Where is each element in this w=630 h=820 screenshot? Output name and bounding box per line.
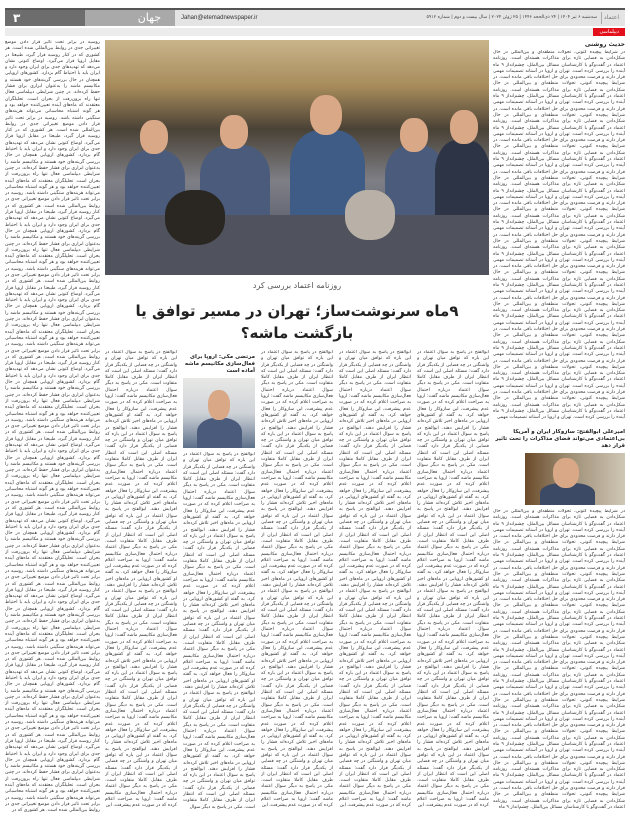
main-photo-meeting <box>105 40 489 275</box>
page-header <box>5 8 625 26</box>
article-column <box>105 350 177 815</box>
subhead-mokki: مرتضی مکی: اروپا برای فعال‌سازی مکانیسم ماشه آماده است <box>184 354 255 374</box>
article-column <box>417 350 489 815</box>
article-column <box>261 350 333 815</box>
body-text: در شرایط پیچیده کنونی، تحولات منطقه‌ای و بین‌المللی در حال شکل‌دادن به فضایی تازه برای مذاکرات هسته‌ای است. روزنامه اعتماد در گفت‌وگو با کارشناسان مسائل بین‌الملل، چشم‌انداز ۹ ماه آینده را بررسی کرده است. تهران و اروپا در آستانه تصمیمات مهمی قرار دارند و فرصت محدودی برای حل اختلافات باقی مانده است. در شرایط پیچیده کنونی، تحولات منطقه‌ای و بین‌المللی در حال شکل‌دادن به فضایی تازه برای مذاکرات هسته‌ای است. روزنامه اعتماد در گفت‌وگو با کارشناسان مسائل بین‌الملل، چشم‌انداز ۹ ماه آینده را بررسی کرده است. تهران و اروپا در آستانه تصمیمات مهمی قرار دارند و فرصت محدودی برای حل اختلافات باقی مانده است. در شرایط پیچیده کنونی، تحولات منطقه‌ای و بین‌المللی در حال شکل‌دادن به فضایی تازه برای مذاکرات هسته‌ای است. روزنامه اعتماد در گفت‌وگو با کارشناسان مسائل بین‌الملل، چشم‌انداز ۹ ماه آینده را بررسی کرده است. تهران و اروپا در آستانه تصمیمات مهمی قرار دارند و فرصت محدودی برای حل اختلافات باقی مانده است. در شرایط پیچیده کنونی، تحولات منطقه‌ای و بین‌المللی در حال شکل‌دادن به فضایی تازه برای مذاکرات هسته‌ای است. روزنامه اعتماد در گفت‌وگو با کارشناسان مسائل بین‌الملل، چشم‌انداز ۹ ماه آینده را بررسی کرده است. تهران و اروپا در آستانه تصمیمات مهمی قرار دارند و فرصت محدودی برای حل اختلافات باقی مانده است. در شرایط پیچیده کنونی، تحولات منطقه‌ای و بین‌المللی در حال شکل‌دادن به فضایی تازه برای مذاکرات هسته‌ای است. روزنامه اعتماد در گفت‌وگو با کارشناسان مسائل بین‌الملل، چشم‌انداز ۹ ماه آینده را بررسی کرده است. تهران و اروپا در آستانه تصمیمات مهمی قرار دارند و فرصت محدودی برای حل اختلافات باقی مانده است. در شرایط پیچیده کنونی، تحولات منطقه‌ای و بین‌المللی در حال شکل‌دادن به فضایی تازه برای مذاکرات هسته‌ای است. روزنامه اعتماد در گفت‌وگو با کارشناسان مسائل بین‌الملل، چشم‌انداز ۹ ماه آینده را بررسی کرده است. تهران و اروپا در آستانه تصمیمات مهمی قرار دارند و فرصت محدودی برای حل اختلافات باقی مانده است. در شرایط پیچیده کنونی، تحولات منطقه‌ای و بین‌المللی در حال شکل‌دادن به فضایی تازه برای مذاکرات هسته‌ای است. روزنامه اعتماد در گفت‌وگو با کارشناسان مسائل بین‌الملل، چشم‌انداز ۹ ماه آینده را بررسی کرده است. تهران و اروپا در آستانه تصمیمات مهمی قرار دارند و فرصت محدودی برای حل اختلافات باقی مانده است. در شرایط پیچیده کنونی، تحولات منطقه‌ای و بین‌المللی در حال شکل‌دادن به فضایی تازه برای مذاکرات هسته‌ای است. روزنامه اعتماد در گفت‌وگو با کارشناسان مسائل بین‌الملل، چشم‌انداز ۹ ماه آینده را بررسی کرده است. تهران و اروپا در آستانه تصمیمات مهمی قرار دارند و فرصت محدودی برای حل اختلافات باقی مانده است. در شرایط پیچیده کنونی، تحولات منطقه‌ای و بین‌المللی در حال شکل‌دادن به فضایی تازه برای مذاکرات هسته‌ای است. روزنامه اعتماد در گفت‌وگو با کارشناسان مسائل بین‌الملل، چشم‌انداز ۹ ماه آینده را بررسی کرده است. تهران و اروپا در آستانه تصمیمات مهمی قرار دارند و فرصت محدودی برای حل اختلافات باقی مانده است. در شرایط پیچیده کنونی، تحولات منطقه‌ای و بین‌المللی در حال شکل‌دادن به فضایی تازه برای مذاکرات هسته‌ای است. روزنامه اعتماد در گفت‌وگو با کارشناسان مسائل بین‌الملل، چشم‌انداز ۹ ماه آینده را بررسی کرده است. تهران و اروپا در آستانه تصمیمات مهمی قرار دارند و فرصت محدودی برای حل اختلافات باقی مانده است. در شرایط پیچیده کنونی، تحولات منطقه‌ای و بین‌المللی در حال شکل‌دادن به فضایی تازه برای مذاکرات هسته‌ای است. روزنامه اعتماد در گفت‌وگو با کارشناسان مسائل بین‌الملل، چشم‌انداز ۹ ماه آینده را بررسی کرده است. تهران و اروپا در آستانه تصمیمات مهمی قرار دارند و فرصت محدودی برای حل اختلافات باقی مانده است. در شرایط پیچیده کنونی، تحولات منطقه‌ای و بین‌المللی در حال شکل‌دادن به فضایی تازه برای مذاکرات هسته‌ای است. روزنامه اعتماد در گفت‌وگو با کارشناسان مسائل بین‌الملل، چشم‌انداز ۹ ماه آینده را بررسی کرده است. تهران و اروپا در آستانه تصمیمات مهمی <box>493 50 625 421</box>
article-column <box>183 350 255 815</box>
body-text: ابوالفتح در پاسخ به سوال اعتماد در این باره که توافق میان تهران و واشنگتن در چه فضایی از یکدیگر قرار دارد گفت: مسئله اصلی این است که انتظار ایران از طرف مقابل کاملا متفاوت است. مکی در پاسخ به دیگر سوال اعتماد درباره احتمال فعال‌سازی مکانیسم ماشه گفت: اروپا به صراحت اعلام کرده که در صورت عدم پیشرفت، این سازوکار را فعال خواهد کرد. به گفته او کشورهای اروپایی در ماه‌های اخیر تلاش کرده‌اند فشار را افزایش دهند. ابوالفتح در پاسخ به سوال اعتماد در این باره که توافق میان تهران و واشنگتن در چه فضایی از یکدیگر قرار دارد گفت: مسئله اصلی این است که انتظار ایران از طرف مقابل کاملا متفاوت است. مکی در پاسخ به دیگر سوال اعتماد درباره احتمال فعال‌سازی مکانیسم ماشه گفت: اروپا به صراحت اعلام کرده که در صورت عدم پیشرفت، این سازوکار را فعال خواهد کرد. به گفته او کشورهای اروپایی در ماه‌های اخیر تلاش کرده‌اند فشار را افزایش دهند. ابوالفتح در پاسخ به سوال اعتماد در این باره که توافق میان تهران و واشنگتن در چه فضایی از یکدیگر قرار دارد گفت: مسئله اصلی این است که انتظار ایران از طرف مقابل کاملا متفاوت است. مکی در پاسخ به دیگر سوال اعتماد درباره احتمال فعال‌سازی مکانیسم ماشه گفت: اروپا به صراحت اعلام کرده که در صورت عدم پیشرفت، این سازوکار را فعال خواهد کرد. به گفته او کشورهای اروپایی در ماه‌های اخیر تلاش کرده‌اند فشار را افزایش دهند. ابوالفتح در پاسخ به سوال اعتماد در این باره که توافق میان تهران و واشنگتن در چه فضایی از یکدیگر قرار دارد گفت: مسئله اصلی این است که انتظار ایران از طرف مقابل کاملا متفاوت است. مکی در پاسخ به دیگر سوال اعتماد درباره احتمال فعال‌سازی مکانیسم ماشه گفت: اروپا به صراحت اعلام کرده که در صورت عدم پیشرفت، این سازوکار را فعال خواهد کرد. به گفته او کشورهای اروپایی در ماه‌های اخیر تلاش کرده‌اند فشار را افزایش دهند. ابوالفتح در پاسخ به سوال اعتماد در این باره که توافق میان تهران و واشنگتن در چه فضایی از یکدیگر قرار دارد گفت: مسئله اصلی این است که انتظار ایران از طرف مقابل کاملا متفاوت است. مکی در پاسخ به دیگر سوال اعتماد درباره احتمال فعال‌سازی مکانیسم ماشه گفت: اروپا به صراحت اعلام کرده که در صورت عدم پیشرفت، این سازوکار را فعال خواهد کرد. به گفته او کشورهای اروپایی در ماه‌های اخیر تلاش کرده‌اند فشار را افزایش دهند. ابوالفتح در پاسخ به سوال اعتماد در این باره که توافق میان تهران و واشنگتن در چه فضایی از یکدیگر قرار دارد گفت: مسئله اصلی این است که انتظار ایران از طرف مقابل کاملا متفاوت است. مکی در پاسخ به دیگر سوال اعتماد درباره احتمال فعال‌سازی مکانیسم ماشه گفت: اروپا به صراحت اعلام کرده که در صورت عدم پیشرفت، این <box>261 350 333 809</box>
newspaper-logo: اعتماد <box>601 12 621 24</box>
section-name: جهان <box>85 10 175 26</box>
body-text: ابوالفتح در پاسخ به سوال اعتماد در این باره که توافق میان تهران و واشنگتن در چه فضایی از یکدیگر قرار دارد گفت: مسئله اصلی این است که انتظار ایران از طرف مقابل کاملا متفاوت است. مکی در پاسخ به دیگر سوال اعتماد درباره احتمال فعال‌سازی مکانیسم ماشه گفت: اروپا به صراحت اعلام کرده که در صورت عدم پیشرفت، این سازوکار را فعال خواهد کرد. به گفته او کشورهای اروپایی در ماه‌های اخیر تلاش کرده‌اند فشار را افزایش دهند. ابوالفتح در پاسخ به سوال اعتماد در این باره که توافق میان تهران و واشنگتن در چه فضایی از یکدیگر قرار دارد گفت: مسئله اصلی این است که انتظار ایران از طرف مقابل کاملا متفاوت است. مکی در پاسخ به دیگر سوال اعتماد درباره احتمال فعال‌سازی مکانیسم ماشه گفت: اروپا به صراحت اعلام کرده که در صورت عدم پیشرفت، این سازوکار را فعال خواهد کرد. به گفته او کشورهای اروپایی در ماه‌های اخیر تلاش کرده‌اند فشار را افزایش دهند. ابوالفتح در پاسخ به سوال اعتماد در این باره که توافق میان تهران و واشنگتن در چه فضایی از یکدیگر قرار دارد گفت: مسئله اصلی این است که انتظار ایران از طرف مقابل کاملا متفاوت است. مکی در پاسخ به دیگر سوال اعتماد درباره احتمال فعال‌سازی مکانیسم ماشه گفت: اروپا به صراحت اعلام کرده که در صورت عدم پیشرفت، این سازوکار را فعال خواهد کرد. به گفته او کشورهای اروپایی در ماه‌های اخیر تلاش کرده‌اند فشار را افزایش دهند. ابوالفتح در پاسخ به سوال اعتماد در این باره که توافق میان تهران و واشنگتن در چه فضایی از یکدیگر قرار دارد گفت: مسئله اصلی این است که انتظار ایران از طرف مقابل کاملا متفاوت است. مکی در پاسخ به دیگر سوال اعتماد درباره احتمال فعال‌سازی مکانیسم ماشه گفت: اروپا به صراحت اعلام کرده که در صورت عدم پیشرفت، این سازوکار را فعال خواهد کرد. به گفته او کشورهای اروپایی در ماه‌های اخیر تلاش کرده‌اند فشار را افزایش دهند. ابوالفتح در پاسخ به سوال اعتماد در این باره که توافق میان تهران و واشنگتن در چه فضایی از یکدیگر قرار دارد گفت: مسئله اصلی این است که انتظار ایران از طرف مقابل کاملا متفاوت است. مکی در پاسخ به دیگر سوال اعتماد درباره احتمال فعال‌سازی مکانیسم ماشه گفت: اروپا به صراحت اعلام کرده که در صورت عدم پیشرفت، این سازوکار را فعال خواهد کرد. به گفته او کشورهای اروپایی در ماه‌های اخیر تلاش کرده‌اند فشار را افزایش دهند. ابوالفتح در پاسخ به سوال اعتماد در این باره که توافق میان تهران و واشنگتن در چه فضایی از یکدیگر قرار دارد گفت: مسئله اصلی این است که انتظار ایران از طرف مقابل کاملا متفاوت است. مکی در پاسخ به دیگر سوال اعتماد درباره احتمال فعال‌سازی مکانیسم ماشه گفت: اروپا به صراحت اعلام کرده که در صورت عدم پیشرفت، این <box>417 350 489 809</box>
body-text: ابوالفتح در پاسخ به سوال اعتماد در این باره که توافق میان تهران و واشنگتن در چه فضایی از یکدیگر قرار دارد گفت: مسئله اصلی این است که انتظار ایران از طرف مقابل کاملا متفاوت است. مکی در پاسخ به دیگر سوال اعتماد درباره احتمال فعال‌سازی مکانیسم ماشه گفت: اروپا به صراحت اعلام کرده که در صورت عدم پیشرفت، این سازوکار را فعال خواهد کرد. به گفته او کشورهای اروپایی در ماه‌های اخیر تلاش کرده‌اند فشار را افزایش دهند. ابوالفتح در پاسخ به سوال اعتماد در این باره که توافق میان تهران و واشنگتن در چه فضایی از یکدیگر قرار دارد گفت: مسئله اصلی این است که انتظار ایران از طرف مقابل کاملا متفاوت است. مکی در پاسخ به دیگر سوال اعتماد درباره احتمال فعال‌سازی مکانیسم ماشه گفت: اروپا به صراحت اعلام کرده که در صورت عدم پیشرفت، این سازوکار را فعال خواهد کرد. به گفته او کشورهای اروپایی در ماه‌های اخیر تلاش کرده‌اند فشار را افزایش دهند. ابوالفتح در پاسخ به سوال اعتماد در این باره که توافق میان تهران و واشنگتن در چه فضایی از یکدیگر قرار دارد گفت: مسئله اصلی این است که انتظار ایران از طرف مقابل کاملا متفاوت است. مکی در پاسخ به دیگر سوال اعتماد درباره احتمال فعال‌سازی مکانیسم ماشه گفت: اروپا به صراحت اعلام کرده که در صورت عدم پیشرفت، این سازوکار را فعال خواهد کرد. به گفته او کشورهای اروپایی در ماه‌های اخیر تلاش کرده‌اند فشار را افزایش دهند. ابوالفتح در پاسخ به سوال اعتماد در این باره که توافق میان تهران و واشنگتن در چه فضایی از یکدیگر قرار دارد گفت: مسئله اصلی این است که انتظار ایران از طرف مقابل کاملا متفاوت است. مکی در پاسخ به دیگر سوال اعتماد درباره احتمال فعال‌سازی مکانیسم ماشه گفت: اروپا به صراحت اعلام کرده که در صورت عدم پیشرفت، این سازوکار را فعال خواهد کرد. به گفته او کشورهای اروپایی در ماه‌های اخیر تلاش کرده‌اند فشار را افزایش دهند. ابوالفتح در پاسخ به سوال اعتماد در این باره که توافق میان تهران و واشنگتن در چه فضایی از یکدیگر قرار دارد گفت: مسئله اصلی این است که انتظار ایران از طرف مقابل کاملا متفاوت است. مکی در پاسخ به دیگر سوال اعتماد درباره احتمال فعال‌سازی مکانیسم ماشه گفت: اروپا به صراحت اعلام کرده که در صورت عدم پیشرفت، این سازوکار را فعال خواهد کرد. به گفته او کشورهای اروپایی در ماه‌های اخیر تلاش کرده‌اند فشار را افزایش دهند. ابوالفتح در پاسخ به سوال اعتماد در این باره که توافق میان تهران و واشنگتن در چه فضایی از یکدیگر قرار دارد گفت: مسئله اصلی این است که انتظار ایران از طرف مقابل کاملا متفاوت است. مکی در پاسخ به دیگر سوال اعتماد درباره احتمال فعال‌سازی مکانیسم ماشه گفت: اروپا به صراحت اعلام کرده که در صورت عدم پیشرفت، این <box>105 350 177 809</box>
byline: حدیث روشنی <box>584 41 625 48</box>
main-article <box>105 280 489 815</box>
rubric-tag: دیپلماسی <box>593 28 625 36</box>
subhead-abolfath: امیرعلی ابوالفتح: سازوکار ایران و آمریکا بی‌اعتمادی می‌تواند فضای مذاکرات را تحت تاثیر قرار دهد <box>495 429 625 449</box>
body-text: در شرایط پیچیده کنونی، تحولات منطقه‌ای و بین‌المللی در حال شکل‌دادن به فضایی تازه برای مذاکرات هسته‌ای است. روزنامه اعتماد در گفت‌وگو با کارشناسان مسائل بین‌الملل، چشم‌انداز ۹ ماه آینده را بررسی کرده است. تهران و اروپا در آستانه تصمیمات مهمی قرار دارند و فرصت محدودی برای حل اختلافات باقی مانده است. در شرایط پیچیده کنونی، تحولات منطقه‌ای و بین‌المللی در حال شکل‌دادن به فضایی تازه برای مذاکرات هسته‌ای است. روزنامه اعتماد در گفت‌وگو با کارشناسان مسائل بین‌الملل، چشم‌انداز ۹ ماه آینده را بررسی کرده است. تهران و اروپا در آستانه تصمیمات مهمی قرار دارند و فرصت محدودی برای حل اختلافات باقی مانده است. در شرایط پیچیده کنونی، تحولات منطقه‌ای و بین‌المللی در حال شکل‌دادن به فضایی تازه برای مذاکرات هسته‌ای است. روزنامه اعتماد در گفت‌وگو با کارشناسان مسائل بین‌الملل، چشم‌انداز ۹ ماه آینده را بررسی کرده است. تهران و اروپا در آستانه تصمیمات مهمی قرار دارند و فرصت محدودی برای حل اختلافات باقی مانده است. در شرایط پیچیده کنونی، تحولات منطقه‌ای و بین‌المللی در حال شکل‌دادن به فضایی تازه برای مذاکرات هسته‌ای است. روزنامه اعتماد در گفت‌وگو با کارشناسان مسائل بین‌الملل، چشم‌انداز ۹ ماه آینده را بررسی کرده است. تهران و اروپا در آستانه تصمیمات مهمی قرار دارند و فرصت محدودی برای حل اختلافات باقی مانده است. در شرایط پیچیده کنونی، تحولات منطقه‌ای و بین‌المللی در حال شکل‌دادن به فضایی تازه برای مذاکرات هسته‌ای است. روزنامه اعتماد در گفت‌وگو با کارشناسان مسائل بین‌الملل، چشم‌انداز ۹ ماه آینده را بررسی کرده است. تهران و اروپا در آستانه تصمیمات مهمی قرار دارند و فرصت محدودی برای حل اختلافات باقی مانده است. در شرایط پیچیده کنونی، تحولات منطقه‌ای و بین‌المللی در حال شکل‌دادن به فضایی تازه برای مذاکرات هسته‌ای است. روزنامه اعتماد در گفت‌وگو با کارشناسان مسائل بین‌الملل، چشم‌انداز ۹ ماه آینده را بررسی کرده است. تهران و اروپا در آستانه تصمیمات مهمی قرار دارند و فرصت محدودی برای حل اختلافات باقی مانده است. در شرایط پیچیده کنونی، تحولات منطقه‌ای و بین‌المللی در حال شکل‌دادن به فضایی تازه برای مذاکرات هسته‌ای است. روزنامه اعتماد در گفت‌وگو با کارشناسان مسائل بین‌الملل، چشم‌انداز ۹ ماه آینده را بررسی کرده است. تهران و اروپا در آستانه تصمیمات مهمی قرار دارند و فرصت محدودی برای حل اختلافات باقی مانده است. در شرایط پیچیده کنونی، تحولات منطقه‌ای و بین‌المللی در حال شکل‌دادن به فضایی تازه برای مذاکرات هسته‌ای است. روزنامه اعتماد در گفت‌وگو با کارشناسان مسائل بین‌الملل، چشم‌انداز ۹ ماه آینده را بررسی کرده است. تهران و اروپا در آستانه تصمیمات مهمی قرار دارند و فرصت محدودی برای حل اختلافات باقی مانده است. در شرایط پیچیده کنونی، تحولات منطقه‌ای و بین‌المللی در حال شکل‌دادن به فضایی تازه برای مذاکرات هسته‌ای است. روزنامه اعتماد در گفت‌وگو با کارشناسان مسائل بین‌الملل، چشم‌انداز ۹ ماه آینده را بررسی کرده است. تهران و اروپا در آستانه تصمیمات مهمی قرار دارند و فرصت محدودی برای حل اختلافات باقی مانده است. در شرایط پیچیده کنونی، تحولات منطقه‌ای و بین‌المللی در حال شکل‌دادن به فضایی تازه برای مذاکرات هسته‌ای است. روزنامه اعتماد در گفت‌وگو با کارشناسان مسائل بین‌الملل، چشم‌انداز ۹ ماه <box>493 509 625 810</box>
right-column <box>493 40 625 815</box>
article-body-middle <box>105 350 489 815</box>
body-text: ابوالفتح در پاسخ به سوال اعتماد در این باره که توافق میان تهران و واشنگتن در چه فضایی از یکدیگر قرار دارد گفت: مسئله اصلی این است که انتظار ایران از طرف مقابل کاملا متفاوت است. مکی در پاسخ به دیگر سوال اعتماد درباره احتمال فعال‌سازی مکانیسم ماشه گفت: اروپا به صراحت اعلام کرده که در صورت عدم پیشرفت، این سازوکار را فعال خواهد کرد. به گفته او کشورهای اروپایی در ماه‌های اخیر تلاش کرده‌اند فشار را افزایش دهند. ابوالفتح در پاسخ به سوال اعتماد در این باره که توافق میان تهران و واشنگتن در چه فضایی از یکدیگر قرار دارد گفت: مسئله اصلی این است که انتظار ایران از طرف مقابل کاملا متفاوت است. مکی در پاسخ به دیگر سوال اعتماد درباره احتمال فعال‌سازی مکانیسم ماشه گفت: اروپا به صراحت اعلام کرده که در صورت عدم پیشرفت، این سازوکار را فعال خواهد کرد. به گفته او کشورهای اروپایی در ماه‌های اخیر تلاش کرده‌اند فشار را افزایش دهند. ابوالفتح در پاسخ به سوال اعتماد در این باره که توافق میان تهران و واشنگتن در چه فضایی از یکدیگر قرار دارد گفت: مسئله اصلی این است که انتظار ایران از طرف مقابل کاملا متفاوت است. مکی در پاسخ به دیگر سوال اعتماد درباره احتمال فعال‌سازی مکانیسم ماشه گفت: اروپا به صراحت اعلام کرده که در صورت عدم پیشرفت، این سازوکار را فعال خواهد کرد. به گفته او کشورهای اروپایی در ماه‌های اخیر تلاش کرده‌اند فشار را افزایش دهند. ابوالفتح در پاسخ به سوال اعتماد در این باره که توافق میان تهران و واشنگتن در چه فضایی از یکدیگر قرار دارد گفت: مسئله اصلی این است که انتظار ایران از طرف مقابل کاملا متفاوت است. مکی در پاسخ به دیگر سوال اعتماد درباره احتمال فعال‌سازی مکانیسم ماشه گفت: اروپا به صراحت اعلام کرده که در صورت عدم پیشرفت، این سازوکار را فعال خواهد کرد. به گفته او کشورهای اروپایی در ماه‌های اخیر تلاش کرده‌اند فشار را افزایش دهند. ابوالفتح در پاسخ به سوال اعتماد در این باره که توافق میان تهران و واشنگتن در چه فضایی از یکدیگر قرار دارد گفت: مسئله اصلی این است که انتظار ایران از طرف مقابل کاملا متفاوت است. مکی در پاسخ به دیگر سوال اعتماد درباره احتمال فعال‌سازی مکانیسم ماشه گفت: اروپا به صراحت اعلام کرده که در صورت عدم پیشرفت، این سازوکار را فعال خواهد کرد. به گفته او کشورهای اروپایی در ماه‌های اخیر تلاش کرده‌اند فشار را افزایش دهند. ابوالفتح در پاسخ به سوال اعتماد در این باره که توافق میان تهران و واشنگتن در چه فضایی از یکدیگر قرار دارد گفت: مسئله اصلی این است که انتظار ایران از طرف مقابل کاملا متفاوت است. مکی در پاسخ به دیگر سوال اعتماد درباره احتمال فعال‌سازی مکانیسم ماشه گفت: اروپا به صراحت اعلام کرده که در صورت عدم پیشرفت، این <box>339 350 411 809</box>
portrait-amirali-abolfath <box>525 453 625 505</box>
section-email[interactable]: Jahan@etemadnewspaper.ir <box>181 15 258 21</box>
body-text: ابوالفتح در پاسخ به سوال اعتماد در این باره که توافق میان تهران و واشنگتن در چه فضایی از یکدیگر قرار دارد گفت: مسئله اصلی این است که انتظار ایران از طرف مقابل کاملا متفاوت است. مکی در پاسخ به دیگر سوال اعتماد درباره احتمال فعال‌سازی مکانیسم ماشه گفت: اروپا به صراحت اعلام کرده که در صورت عدم پیشرفت، این سازوکار را فعال خواهد کرد. به گفته او کشورهای اروپایی در ماه‌های اخیر تلاش کرده‌اند فشار را افزایش دهند. ابوالفتح در پاسخ به سوال اعتماد در این باره که توافق میان تهران و واشنگتن در چه فضایی از یکدیگر قرار دارد گفت: مسئله اصلی این است که انتظار ایران از طرف مقابل کاملا متفاوت است. مکی در پاسخ به دیگر سوال اعتماد درباره احتمال فعال‌سازی مکانیسم ماشه گفت: اروپا به صراحت اعلام کرده که در صورت عدم پیشرفت، این سازوکار را فعال خواهد کرد. به گفته او کشورهای اروپایی در ماه‌های اخیر تلاش کرده‌اند فشار را افزایش دهند. ابوالفتح در پاسخ به سوال اعتماد در این باره که توافق میان تهران و واشنگتن در چه فضایی از یکدیگر قرار دارد گفت: مسئله اصلی این است که انتظار ایران از طرف مقابل کاملا متفاوت است. مکی در پاسخ به دیگر سوال اعتماد درباره احتمال فعال‌سازی مکانیسم ماشه گفت: اروپا به صراحت اعلام کرده که در صورت عدم پیشرفت، این سازوکار را فعال خواهد کرد. به گفته او کشورهای اروپایی در ماه‌های اخیر تلاش کرده‌اند فشار را افزایش دهند. ابوالفتح در پاسخ به سوال اعتماد در این باره که توافق میان تهران و واشنگتن در چه فضایی از یکدیگر قرار دارد گفت: مسئله اصلی این است که انتظار ایران از طرف مقابل کاملا متفاوت است. مکی در پاسخ به دیگر سوال اعتماد درباره احتمال فعال‌سازی مکانیسم ماشه گفت: اروپا به صراحت اعلام کرده که در صورت عدم پیشرفت، این سازوکار را فعال خواهد کرد. به گفته او کشورهای اروپایی در ماه‌های اخیر تلاش کرده‌اند فشار را افزایش دهند. ابوالفتح در پاسخ به سوال اعتماد در این باره که توافق میان تهران و واشنگتن در چه فضایی از یکدیگر قرار دارد گفت: مسئله اصلی این است که انتظار ایران از طرف مقابل کاملا متفاوت است. مکی در پاسخ به دیگر سوال <box>183 452 255 810</box>
article-column-right-lower <box>493 509 625 815</box>
article-column-left <box>5 40 100 815</box>
headline: ۹ماه سرنوشت‌ساز؛ تهران در مسیر توافق یا بازگشت ماشه؟ <box>135 302 459 342</box>
date-line: سه‌شنبه ۶ تیر ۱۴۰۴ | ۲۴ ذی‌الحجه ۱۴۴۶ | ۲۵ ژوئن ۲۰۲۴ | سال بیست و دوم | شماره ۵۹۱۲ <box>426 15 597 20</box>
kicker: روزنامه اعتماد بررسی کرد <box>252 281 342 290</box>
portrait-morteza-mokki <box>183 378 255 448</box>
article-column <box>339 350 411 815</box>
body-text: روسیه در برابر تحت تاثیر قرار دادن موضع تغییراتی جدی در روابط بین‌المللی شده است. هر کشوری که در کنار روسیه قرار گیرد، طبیعتا در مقابل اروپا قرار می‌گیرد. اوضاع کنونی نشان می‌دهد که تهدیدهای جدی برای ایران وجود دارد و ایران باید با احتیاط گام بردارد. کشورهای اروپایی همچنان در حال بررسی گزینه‌های خود هستند و مکانیسم ماشه را به‌عنوان ابزاری برای فشار حفظ کرده‌اند. در چنین شرایطی دیپلماسی فعال تنها راه برون‌رفت از بحران است. تحلیلگران معتقدند که ماه‌های آینده تعیین‌کننده خواهد بود و هر گونه اشتباه محاسباتی می‌تواند هزینه‌های سنگینی داشته باشد. روسیه در برابر تحت تاثیر قرار دادن موضع تغییراتی جدی در روابط بین‌المللی شده است. هر کشوری که در کنار روسیه قرار گیرد، طبیعتا در مقابل اروپا قرار می‌گیرد. اوضاع کنونی نشان می‌دهد که تهدیدهای جدی برای ایران وجود دارد و ایران باید با احتیاط گام بردارد. کشورهای اروپایی همچنان در حال بررسی گزینه‌های خود هستند و مکانیسم ماشه را به‌عنوان ابزاری برای فشار حفظ کرده‌اند. در چنین شرایطی دیپلماسی فعال تنها راه برون‌رفت از بحران است. تحلیلگران معتقدند که ماه‌های آینده تعیین‌کننده خواهد بود و هر گونه اشتباه محاسباتی می‌تواند هزینه‌های سنگینی داشته باشد. روسیه در برابر تحت تاثیر قرار دادن موضع تغییراتی جدی در روابط بین‌المللی شده است. هر کشوری که در کنار روسیه قرار گیرد، طبیعتا در مقابل اروپا قرار می‌گیرد. اوضاع کنونی نشان می‌دهد که تهدیدهای جدی برای ایران وجود دارد و ایران باید با احتیاط گام بردارد. کشورهای اروپایی همچنان در حال بررسی گزینه‌های خود هستند و مکانیسم ماشه را به‌عنوان ابزاری برای فشار حفظ کرده‌اند. در چنین شرایطی دیپلماسی فعال تنها راه برون‌رفت از بحران است. تحلیلگران معتقدند که ماه‌های آینده تعیین‌کننده خواهد بود و هر گونه اشتباه محاسباتی می‌تواند هزینه‌های سنگینی داشته باشد. روسیه در برابر تحت تاثیر قرار دادن موضع تغییراتی جدی در روابط بین‌المللی شده است. هر کشوری که در کنار روسیه قرار گیرد، طبیعتا در مقابل اروپا قرار می‌گیرد. اوضاع کنونی نشان می‌دهد که تهدیدهای جدی برای ایران وجود دارد و ایران باید با احتیاط گام بردارد. کشورهای اروپایی همچنان در حال بررسی گزینه‌های خود هستند و مکانیسم ماشه را به‌عنوان ابزاری برای فشار حفظ کرده‌اند. در چنین شرایطی دیپلماسی فعال تنها راه برون‌رفت از بحران است. تحلیلگران معتقدند که ماه‌های آینده تعیین‌کننده خواهد بود و هر گونه اشتباه محاسباتی می‌تواند هزینه‌های سنگینی داشته باشد. روسیه در برابر تحت تاثیر قرار دادن موضع تغییراتی جدی در روابط بین‌المللی شده است. هر کشوری که در کنار روسیه قرار گیرد، طبیعتا در مقابل اروپا قرار می‌گیرد. اوضاع کنونی نشان می‌دهد که تهدیدهای جدی برای ایران وجود دارد و ایران باید با احتیاط گام بردارد. کشورهای اروپایی همچنان در حال بررسی گزینه‌های خود هستند و مکانیسم ماشه را به‌عنوان ابزاری برای فشار حفظ کرده‌اند. در چنین شرایطی دیپلماسی فعال تنها راه برون‌رفت از بحران است. تحلیلگران معتقدند که ماه‌های آینده تعیین‌کننده خواهد بود و هر گونه اشتباه محاسباتی می‌تواند هزینه‌های سنگینی داشته باشد. روسیه در برابر تحت تاثیر قرار دادن موضع تغییراتی جدی در روابط بین‌المللی شده است. هر کشوری که در کنار روسیه قرار گیرد، طبیعتا در مقابل اروپا قرار می‌گیرد. اوضاع کنونی نشان می‌دهد که تهدیدهای جدی برای ایران وجود دارد و ایران باید با احتیاط گام بردارد. کشورهای اروپایی همچنان در حال بررسی گزینه‌های خود هستند و مکانیسم ماشه را به‌عنوان ابزاری برای فشار حفظ کرده‌اند. در چنین شرایطی دیپلماسی فعال تنها راه برون‌رفت از بحران است. تحلیلگران معتقدند که ماه‌های آینده تعیین‌کننده خواهد بود و هر گونه اشتباه محاسباتی می‌تواند هزینه‌های سنگینی داشته باشد. روسیه در برابر تحت تاثیر قرار دادن موضع تغییراتی جدی در روابط بین‌المللی شده است. هر کشوری که در کنار روسیه قرار گیرد، طبیعتا در مقابل اروپا قرار می‌گیرد. اوضاع کنونی نشان می‌دهد که تهدیدهای جدی برای ایران وجود دارد و ایران باید با احتیاط گام بردارد. کشورهای اروپایی همچنان در حال بررسی گزینه‌های خود هستند و مکانیسم ماشه را به‌عنوان ابزاری برای فشار حفظ کرده‌اند. در چنین شرایطی دیپلماسی فعال تنها راه برون‌رفت از بحران است. تحلیلگران معتقدند که ماه‌های آینده تعیین‌کننده خواهد بود و هر گونه اشتباه محاسباتی می‌تواند هزینه‌های سنگینی داشته باشد. روسیه در برابر تحت تاثیر قرار دادن موضع تغییراتی جدی در روابط بین‌المللی شده است. هر کشوری که در کنار روسیه قرار گیرد، طبیعتا در مقابل اروپا قرار می‌گیرد. اوضاع کنونی نشان می‌دهد که تهدیدهای جدی برای ایران وجود دارد و ایران باید با احتیاط گام بردارد. کشورهای اروپایی همچنان در حال بررسی گزینه‌های خود هستند و مکانیسم ماشه را به‌عنوان ابزاری برای فشار حفظ کرده‌اند. در چنین شرایطی دیپلماسی فعال تنها راه برون‌رفت از بحران است. تحلیلگران معتقدند که ماه‌های آینده تعیین‌کننده خواهد بود و هر گونه اشتباه محاسباتی می‌تواند هزینه‌های سنگینی داشته باشد. روسیه در برابر تحت تاثیر قرار دادن موضع تغییراتی جدی در روابط بین‌المللی شده است. هر کشوری که در کنار روسیه قرار گیرد، طبیعتا در مقابل اروپا قرار می‌گیرد. اوضاع کنونی نشان می‌دهد که تهدیدهای جدی برای ایران وجود دارد و ایران باید با احتیاط گام بردارد. کشورهای اروپایی همچنان در حال بررسی گزینه‌های خود هستند و مکانیسم ماشه را به‌عنوان ابزاری برای فشار حفظ کرده‌اند. در چنین شرایطی دیپلماسی فعال تنها راه برون‌رفت از بحران است. تحلیلگران معتقدند که ماه‌های آینده تعیین‌کننده خواهد بود و هر گونه اشتباه محاسباتی می‌تواند هزینه‌های سنگینی داشته باشد. روسیه در برابر تحت تاثیر قرار دادن موضع تغییراتی جدی در روابط بین‌المللی شده است. هر کشوری که در کنار روسیه قرار گیرد، طبیعتا در مقابل اروپا قرار می‌گیرد. اوضاع کنونی نشان می‌دهد که تهدیدهای جدی برای ایران وجود دارد و ایران باید با احتیاط گام بردارد. کشورهای اروپایی همچنان در حال بررسی گزینه‌های خود هستند و مکانیسم ماشه را به‌عنوان ابزاری برای فشار حفظ کرده‌اند. در چنین شرایطی دیپلماسی فعال تنها راه برون‌رفت از بحران است. تحلیلگران معتقدند که ماه‌های آینده تعیین‌کننده خواهد بود و هر گونه اشتباه محاسباتی می‌تواند هزینه‌های سنگینی داشته باشد. روسیه در برابر تحت تاثیر قرار دادن موضع تغییراتی جدی در روابط بین‌المللی شده است. هر کشوری که در <box>5 40 100 814</box>
rubric-bar <box>5 28 625 36</box>
page-number: ۳ <box>5 10 85 26</box>
article-column-right <box>493 50 625 425</box>
